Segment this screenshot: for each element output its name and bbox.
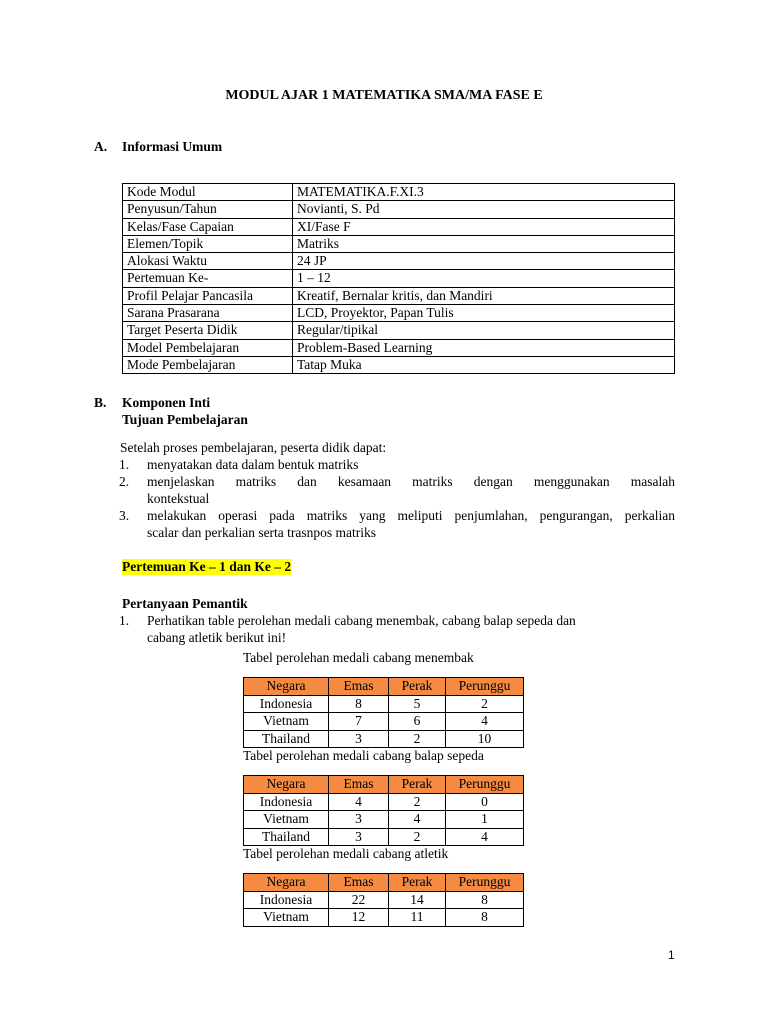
- table-cell: 22: [329, 891, 389, 909]
- table-cell: 10: [446, 730, 524, 748]
- column-header: Perunggu: [446, 776, 524, 794]
- list-item: [119, 457, 675, 474]
- table-caption: Tabel perolehan medali cabang atletik: [243, 846, 449, 861]
- table-row: [244, 909, 524, 927]
- general-info-table: [122, 183, 675, 374]
- table-cell: 14: [389, 891, 446, 909]
- page-number: 1: [668, 948, 675, 962]
- table-row: [244, 891, 524, 909]
- list-item: [119, 474, 675, 507]
- section-a-label: Informasi Umum: [122, 139, 223, 154]
- document-title: MODUL AJAR 1 MATEMATIKA SMA/MA FASE E: [225, 88, 543, 103]
- table-cell: 2: [389, 730, 446, 748]
- table-cell: 4: [446, 713, 524, 731]
- table-row: [123, 305, 675, 322]
- table-row: [244, 730, 524, 748]
- info-value: Tatap Muka: [293, 356, 675, 373]
- table-cell: Vietnam: [244, 713, 329, 731]
- info-key: Mode Pembelajaran: [123, 356, 293, 373]
- table-cell: 4: [329, 793, 389, 811]
- table-cell: 3: [329, 828, 389, 846]
- table-cell: 4: [389, 811, 446, 829]
- info-value: Problem-Based Learning: [293, 339, 675, 356]
- info-key: Kode Modul: [123, 184, 293, 201]
- table-cell: 8: [446, 891, 524, 909]
- info-key: Profil Pelajar Pancasila: [123, 287, 293, 304]
- column-header: Perunggu: [446, 678, 524, 696]
- info-value: MATEMATIKA.F.XI.3: [293, 184, 675, 201]
- table-caption: Tabel perolehan medali cabang menembak: [243, 650, 474, 665]
- table-cell: 2: [446, 695, 524, 713]
- table-row: [244, 695, 524, 713]
- column-header: Perak: [389, 678, 446, 696]
- list-number: 1.: [119, 457, 130, 472]
- column-header: Negara: [244, 678, 329, 696]
- list-text: Perhatikan table perolehan medali cabang menembak, cabang balap sepeda dan: [147, 613, 576, 628]
- table-cell: 8: [446, 909, 524, 927]
- table-cell: 3: [329, 730, 389, 748]
- info-key: Penyusun/Tahun: [123, 201, 293, 218]
- table-cell: 0: [446, 793, 524, 811]
- column-header: Emas: [329, 874, 389, 892]
- table-cell: 12: [329, 909, 389, 927]
- table-cell: Indonesia: [244, 695, 329, 713]
- table-caption: Tabel perolehan medali cabang balap sepeda: [243, 748, 484, 763]
- list-number: 3.: [119, 508, 130, 523]
- info-key: Kelas/Fase Capaian: [123, 218, 293, 235]
- table-row: [123, 235, 675, 252]
- table-row: [123, 287, 675, 304]
- table-cell: 11: [389, 909, 446, 927]
- list-number: 1.: [119, 613, 130, 628]
- question-heading: Pertanyaan Pemantik: [122, 596, 248, 611]
- table-cell: 4: [446, 828, 524, 846]
- medal-table-athletics: [243, 873, 524, 927]
- info-value: Kreatif, Bernalar kritis, dan Mandiri: [293, 287, 675, 304]
- table-cell: Indonesia: [244, 793, 329, 811]
- column-header: Emas: [329, 776, 389, 794]
- info-value: Matriks: [293, 235, 675, 252]
- list-text-continued: scalar dan perkalian serta trasnpos matriks: [147, 524, 377, 540]
- section-a-letter: A.: [94, 139, 108, 154]
- table-header-row: [244, 776, 524, 794]
- table-cell: 2: [389, 793, 446, 811]
- column-header: Perunggu: [446, 874, 524, 892]
- info-key: Elemen/Topik: [123, 235, 293, 252]
- column-header: Perak: [389, 776, 446, 794]
- list-text-continued: cabang atletik berikut ini!: [147, 629, 287, 645]
- info-value: Regular/tipikal: [293, 322, 675, 339]
- table-row: [244, 828, 524, 846]
- table-cell: 2: [389, 828, 446, 846]
- table-row: [123, 356, 675, 373]
- table-cell: 5: [389, 695, 446, 713]
- objectives-heading: Tujuan Pembelajaran: [122, 412, 248, 427]
- table-row: [123, 201, 675, 218]
- column-header: Negara: [244, 776, 329, 794]
- table-header-row: [244, 874, 524, 892]
- table-row: [123, 253, 675, 270]
- info-value: Novianti, S. Pd: [293, 201, 675, 218]
- column-header: Perak: [389, 874, 446, 892]
- table-row: [123, 322, 675, 339]
- objectives-intro: Setelah proses pembelajaran, peserta didik dapat:: [120, 440, 387, 455]
- column-header: Emas: [329, 678, 389, 696]
- table-cell: 8: [329, 695, 389, 713]
- info-value: XI/Fase F: [293, 218, 675, 235]
- table-cell: Thailand: [244, 828, 329, 846]
- table-cell: 7: [329, 713, 389, 731]
- table-row: [244, 713, 524, 731]
- info-key: Model Pembelajaran: [123, 339, 293, 356]
- column-header: Negara: [244, 874, 329, 892]
- section-b-letter: B.: [94, 395, 107, 410]
- table-cell: Thailand: [244, 730, 329, 748]
- table-row: [244, 811, 524, 829]
- info-value: LCD, Proyektor, Papan Tulis: [293, 305, 675, 322]
- section-b-label: Komponen Inti: [122, 395, 211, 410]
- table-cell: 3: [329, 811, 389, 829]
- table-row: [123, 270, 675, 287]
- list-item: [119, 508, 675, 541]
- list-text: menjelaskan matriks dan kesamaan matriks dengan menggunakan masalah: [147, 474, 675, 489]
- table-row: [244, 793, 524, 811]
- list-text-continued: kontekstual: [147, 490, 210, 506]
- list-text: melakukan operasi pada matriks yang meliputi penjumlahan, pengurangan, perkalian: [147, 508, 675, 523]
- info-key: Alokasi Waktu: [123, 253, 293, 270]
- table-cell: Vietnam: [244, 811, 329, 829]
- table-cell: 1: [446, 811, 524, 829]
- info-value: 24 JP: [293, 253, 675, 270]
- table-cell: Vietnam: [244, 909, 329, 927]
- table-row: [123, 218, 675, 235]
- table-cell: 6: [389, 713, 446, 731]
- medal-table-cycling: [243, 775, 524, 846]
- info-key: Sarana Prasarana: [123, 305, 293, 322]
- meeting-highlight: Pertemuan Ke – 1 dan Ke – 2: [122, 559, 292, 574]
- info-key: Pertemuan Ke-: [123, 270, 293, 287]
- info-key: Target Peserta Didik: [123, 322, 293, 339]
- info-value: 1 – 12: [293, 270, 675, 287]
- table-row: [123, 339, 675, 356]
- table-cell: Indonesia: [244, 891, 329, 909]
- list-item: [119, 613, 642, 646]
- medal-table-shooting: [243, 677, 524, 748]
- list-text: menyatakan data dalam bentuk matriks: [147, 457, 359, 472]
- table-row: [123, 184, 675, 201]
- list-number: 2.: [119, 474, 130, 489]
- table-header-row: [244, 678, 524, 696]
